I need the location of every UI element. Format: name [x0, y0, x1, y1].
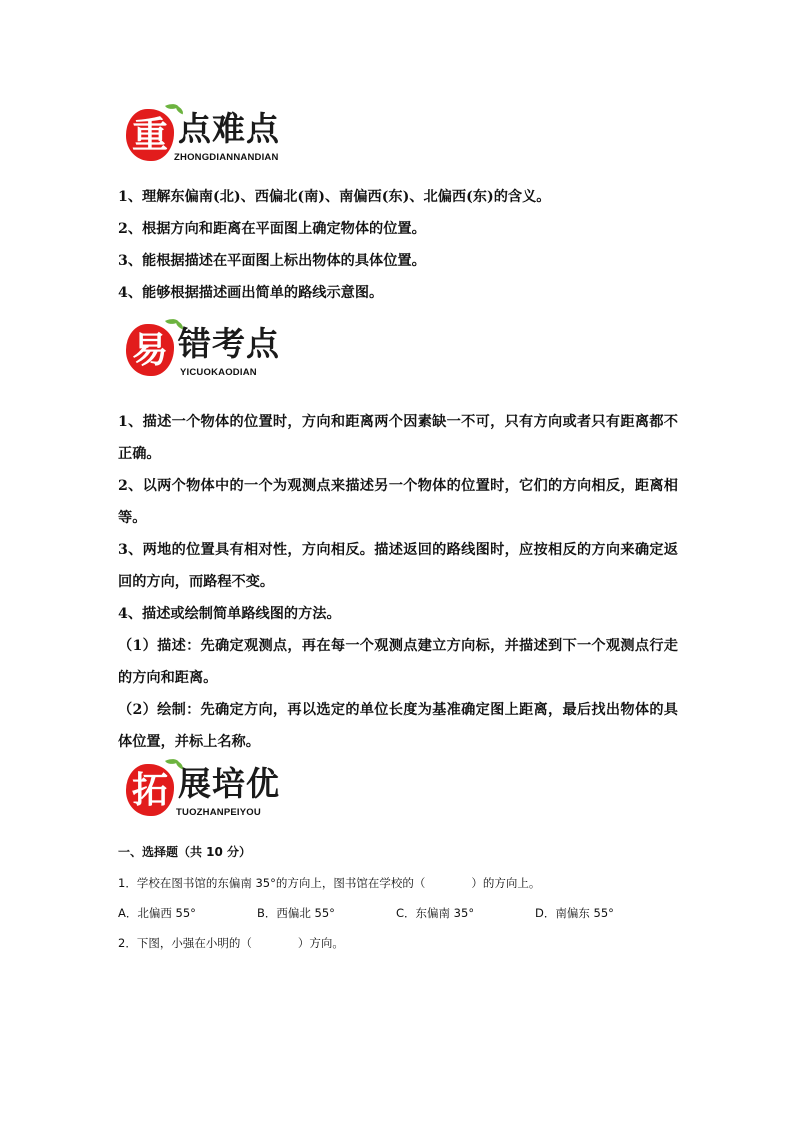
badge-char: 易	[131, 329, 168, 371]
option-a[interactable]: A．北偏西 55°	[118, 906, 196, 920]
list-item: 4、描述或绘制简单路线图的方法。	[118, 606, 341, 622]
list-item: 1、描述一个物体的位置时，方向和距离两个因素缺一不可，只有方向或者只有距离都不正确。	[118, 414, 678, 462]
badge-icon	[126, 109, 174, 161]
section-subtitle: YICUOKAODIAN	[180, 367, 257, 378]
question-2: 2．下图，小强在小明的（ ）方向。	[118, 936, 344, 950]
badge-icon	[126, 764, 174, 816]
list-item: 3、能根据描述在平面图上标出物体的具体位置。	[118, 253, 426, 269]
section-title: 展培优	[178, 764, 280, 803]
question-1-options	[118, 905, 678, 921]
list-item: 2、以两个物体中的一个为观测点来描述另一个物体的位置时，它们的方向相反，距离相等。	[118, 478, 678, 526]
section-header-error-points	[126, 318, 386, 388]
section-title: 点难点	[178, 109, 280, 148]
section-subtitle: ZHONGDIANNANDIAN	[174, 152, 279, 163]
section-header-extension	[126, 758, 386, 828]
badge-char: 拓	[131, 769, 168, 811]
option-d[interactable]: D．南偏东 55°	[535, 906, 614, 920]
option-b[interactable]: B．西偏北 55°	[257, 906, 335, 920]
section-subtitle: TUOZHANPEIYOU	[176, 807, 261, 818]
list-item: 3、两地的位置具有相对性，方向相反。描述返回的路线图时，应按相反的方向来确定返回的方向，而路程不变。	[118, 542, 678, 590]
list-item: （2）绘制：先确定方向，再以选定的单位长度为基准确定图上距离，最后找出物体的具体位置，并标上名称。	[118, 702, 678, 750]
option-c[interactable]: C．东偏南 35°	[396, 906, 475, 920]
key-points-list	[118, 181, 678, 309]
list-item: 2、根据方向和距离在平面图上确定物体的位置。	[118, 221, 426, 237]
error-points-list	[118, 406, 678, 758]
question-1: 1．学校在图书馆的东偏南 35°的方向上，图书馆在学校的（ ）的方向上。	[118, 876, 541, 890]
badge-icon	[126, 324, 174, 376]
list-item: （1）描述：先确定观测点，再在每一个观测点建立方向标，并描述到下一个观测点行走的方向和距离。	[118, 638, 678, 686]
section-title: 错考点	[178, 324, 280, 363]
exercise-section-label: 一、选择题（共 10 分）	[118, 845, 252, 859]
list-item: 4、能够根据描述画出简单的路线示意图。	[118, 285, 384, 301]
list-item: 1、理解东偏南(北)、西偏北(南)、南偏西(东)、北偏西(东)的含义。	[118, 189, 551, 205]
section-header-key-points	[126, 103, 386, 173]
badge-char: 重	[131, 114, 168, 156]
